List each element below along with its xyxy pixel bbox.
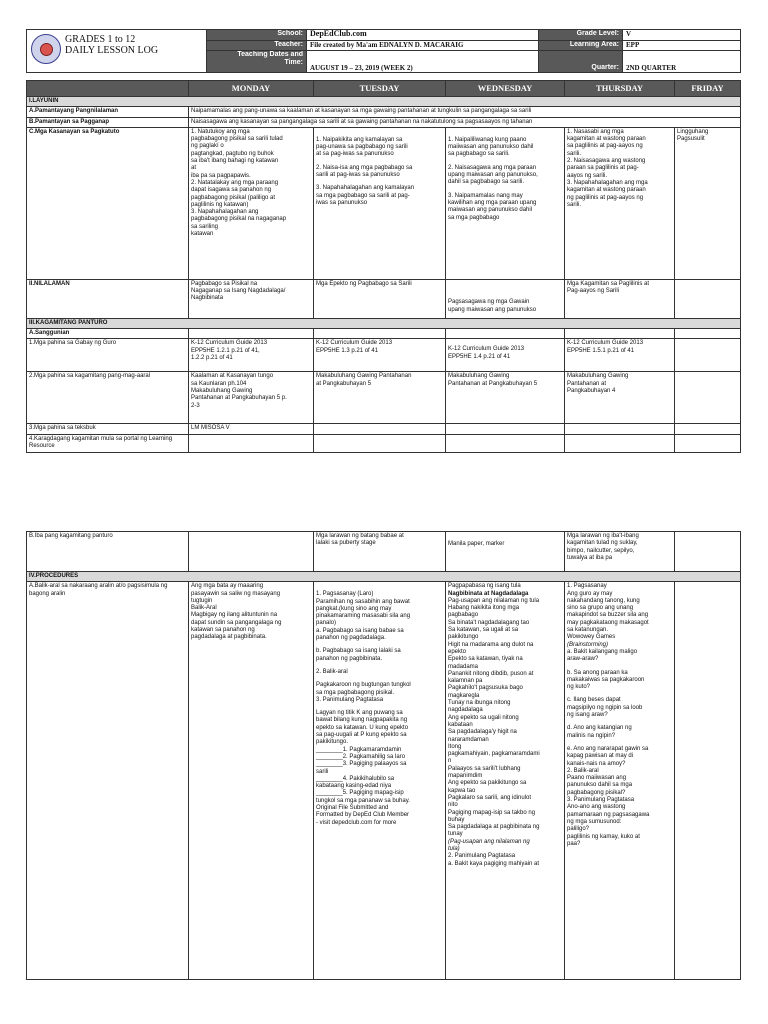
cell-line: pagbabagong pisikal?	[567, 789, 626, 796]
cell-line: Mga Kagamitan sa Paglilinis at	[567, 280, 650, 287]
cell-line: Pangkabuhayan 4	[567, 388, 616, 395]
cell-line: ng kuto?	[567, 684, 591, 691]
gabay-guro-row	[27, 339, 741, 372]
teksbuk-wednesday	[446, 424, 565, 434]
kasanayan-wednesday	[446, 127, 565, 279]
balik-aral-monday	[189, 582, 314, 980]
pamantayan-sa-pagganap-text: Naisasagawa ang kasanayan sa pangangalaga sa sarili at sa gawaing pantahanan na nakatutulong sa pagsasaayos ng tahanan	[189, 117, 741, 127]
cell-line: makapindot sa buzzer sila ang	[567, 612, 649, 619]
cell-line: sa mga pagbabago sa sarili at pag-	[316, 192, 410, 199]
cell-line: Itong	[448, 743, 462, 750]
pamantayang-pangnilalaman-text: Naipamamalas ang pang-unawa sa kaalaman at kasanayan sa mga gawaing pantahanan at tungkulin sa pangangalaga sa sarili	[189, 107, 741, 117]
cell-line: sa Kaunlaran ph.104	[191, 380, 247, 387]
cell-line: araw-araw?	[567, 656, 599, 663]
karagdagang-label: 4.Karagdagang kagamitan mula sa portal ng Learning Resource	[27, 434, 189, 452]
karagdagang-row	[27, 434, 741, 452]
balik-aral-thursday	[565, 582, 675, 980]
cell-line: madadama	[448, 663, 479, 670]
cell-line: sa mga pagbabagong pisikal.	[316, 689, 395, 696]
teacher-value: File created by Ma'am EDNALYN D. MACARAIG	[307, 41, 539, 51]
cell-line: Ang epekto sa pakikitungo sa	[448, 780, 527, 787]
cell-line: 1.2.2 p.21 of 41	[191, 355, 233, 362]
cell-line: pagtangkad, pagtubo ng buhok	[191, 150, 274, 157]
cell-line: 2. Naisasagawa ang mga paraan	[448, 164, 537, 171]
cell-line: ________2. Pagkamahilig sa laro	[316, 753, 406, 760]
gabay-guro-monday	[189, 339, 314, 372]
teksbuk-friday	[675, 424, 741, 434]
cell-line: pangkat.(kung sino ang may	[316, 605, 392, 612]
cell-line: Palaayos sa sarili't lubhang	[448, 765, 521, 772]
cell-line: 1. Pagsasanay	[567, 583, 607, 590]
cell-line: pinakamaraming masasabi sila ang	[316, 613, 411, 620]
header-block	[26, 29, 740, 72]
day-header-tuesday: TUESDAY	[314, 81, 446, 97]
cell-line: panunukso dahil sa mga	[567, 782, 633, 789]
cell-line: b. Pagbabago sa isang lalaki sa	[316, 648, 401, 655]
iba-pang-monday	[189, 532, 314, 572]
nilalaman-thursday	[565, 279, 675, 318]
cell-line: Paramihan ng sasabihin ang bawat	[316, 598, 410, 605]
cell-line: - visit depedclub.com for more	[316, 819, 397, 826]
kasanayan-monday	[189, 127, 314, 279]
cell-line: mapanimdim	[448, 773, 483, 780]
cell-line: sarili.	[567, 150, 582, 157]
nilalaman-label: II.NILALAMAN	[27, 279, 189, 318]
cell-line: Panankit nitong dibdib, puson at	[448, 670, 534, 677]
cell-line: kabataang kasing-edad niya	[316, 783, 392, 790]
cell-line: K-12 Curriculum Guide 2013	[567, 340, 644, 347]
cell-line: iba pa sa pagpapawis.	[191, 172, 251, 179]
teacher-label: Teacher:	[207, 41, 307, 51]
cell-line: Nagbibinata	[191, 295, 224, 302]
iba-pang-thursday	[565, 532, 675, 572]
header-table	[26, 29, 741, 73]
kagamitang-mag-aaral-wednesday	[446, 372, 565, 424]
cell-line: EPP5HE 1.3 p.21 of 41	[316, 347, 379, 354]
cell-line: Pagpapabasa ng isang tula	[448, 583, 521, 590]
cell-line: Mga larawan ng iba't-ibang	[567, 533, 639, 539]
cell-line: paraan sa paglilinis at pag-	[567, 165, 639, 172]
cell-line: 2. Balik-aral	[567, 767, 599, 774]
cell-line: ________5. Pagiging mapag-isip	[316, 790, 404, 797]
cell-line: kanais-nais na amoy?	[567, 760, 626, 767]
cell-line: pagbabago	[448, 612, 479, 619]
kagamitang-mag-aaral-thursday	[565, 372, 675, 424]
cell-line: Habang nakikita itong mga	[448, 605, 520, 612]
cell-line: Pag-aayos ng Sarili	[567, 288, 620, 295]
teksbuk-thursday	[565, 424, 675, 434]
cell-line: sarili at pag-iwas sa panunukso	[316, 172, 400, 179]
day-header-wednesday: WEDNESDAY	[446, 81, 565, 97]
lesson-table-top	[26, 80, 741, 453]
balik-aral-tuesday	[314, 582, 446, 980]
kagamitang-mag-aaral-row	[27, 372, 741, 424]
cell-line: 2. Natatalakay ang mga paraang	[191, 179, 279, 186]
karagdagang-thursday	[565, 434, 675, 452]
cell-line: Epekto sa katawan, tiyak na	[448, 656, 523, 663]
cell-line: 2. Naisasagawa ang wastong	[567, 158, 646, 165]
cell-line: Pantahanan at Pangkabuhayan 5	[448, 380, 538, 387]
cell-line: Lagyan ng titik K ang puwang sa	[316, 710, 403, 717]
cell-line: epekto sa katawan. U kung epekto	[316, 724, 409, 731]
cell-line: buhay	[448, 816, 465, 823]
cell-line: panalo)	[316, 620, 337, 627]
cell-line: 1. Naipaliliwanag kung paano	[448, 136, 527, 143]
cell-line: bawat bilang kung nagpapakita ng	[316, 717, 408, 724]
cell-line: sarili.	[567, 201, 582, 208]
cell-line: tuwalya at iba pa	[567, 554, 613, 561]
cell-line: Balik-Aral	[191, 605, 217, 612]
cell-line: ________4. Pakikihalubilo sa	[316, 775, 395, 782]
cell-line: pakikitungo	[448, 634, 479, 641]
cell-line: b. Sa anong paraan ka	[567, 669, 628, 676]
cell-line: lalaki sa puberty stage	[316, 540, 376, 547]
cell-line: 2. Panimulang Pagtatasa	[448, 853, 516, 860]
cell-line: magkaregla	[448, 692, 480, 699]
sanggunian-wednesday	[446, 329, 565, 339]
cell-line: makakaiwas sa pagkakaroon	[567, 676, 645, 683]
iba-pang-row	[27, 532, 741, 572]
cell-line: nakahandang tanong, kung	[567, 597, 640, 604]
cell-line: paglilinis ng katawan)	[191, 201, 249, 208]
day-header-row	[27, 81, 741, 97]
teksbuk-label: 3.Mga pahina sa teksbuk	[27, 424, 189, 434]
cell-line: epekto	[448, 648, 467, 655]
pamantayang-pangnilalaman-label: A.Pamantayang Pangnilalaman	[27, 107, 189, 117]
cell-line: ng paglakí o	[191, 143, 224, 150]
cell-line: Wowowey Games	[567, 634, 616, 641]
cell-line: Pagkakaroon ng bugtungan tungkol	[316, 682, 411, 689]
sanggunian-thursday	[565, 329, 675, 339]
cell-line: Pagbabago sa Pisikal na	[191, 280, 258, 287]
cell-line: kagamitan at wastong paraan	[567, 187, 646, 194]
cell-line: K-12 Curriculum Guide 2013	[316, 340, 393, 347]
kasanayan-row	[27, 127, 741, 279]
cell-line: paliligo?	[567, 826, 590, 833]
cell-line: Higit na madarama ang dulot na	[448, 641, 534, 648]
teaching-dates-value: AUGUST 19 – 23, 2019 (WEEK 2)	[307, 51, 539, 73]
cell-line: 3. Napahahalagahan ang	[191, 209, 259, 216]
cell-line: sino sa grupo ang unang	[567, 605, 634, 612]
cell-line: may pagkakataong makasagot	[567, 619, 649, 626]
cell-line: ng isang araw?	[567, 712, 608, 719]
cell-line: pagdadalaga at pagbibinata.	[191, 634, 267, 641]
cell-line: (Brainstorming)	[567, 641, 609, 648]
balik-aral-label: A.Balik-aral sa nakaraang aralin at/o pagsisimula ng bagong aralin	[27, 582, 189, 980]
header-title: GRADES 1 to 12 DAILY LESSON LOG	[65, 34, 159, 56]
lesson-table-bottom	[26, 531, 741, 980]
cell-line: 1. Pagsasanay (Laro)	[316, 591, 374, 598]
kagamitang-mag-aaral-friday	[675, 372, 741, 424]
cell-line: Makabuluhang Gawing	[191, 388, 253, 395]
cell-line: Pagkahilo't pagsusuka bago	[448, 685, 523, 692]
cell-line: Ang mga bata ay maaaring	[191, 583, 264, 590]
cell-line: Sa pagdadalaga at pagbibinata ng	[448, 824, 540, 831]
cell-line: tungkol sa mga pananaw sa buhay.	[316, 797, 410, 804]
karagdagang-wednesday	[446, 434, 565, 452]
cell-line: upang maiwasan ang panunukso	[448, 306, 537, 313]
cell-line: Original File Submitted and	[316, 805, 389, 812]
cell-line: EPP5HE 1.2.1 p.21 of 41,	[191, 347, 260, 354]
cell-line: nararamdaman	[448, 736, 489, 743]
balik-aral-wednesday	[446, 582, 565, 980]
cell-line: kagamitan tulad ng suklay,	[567, 540, 638, 547]
day-header-friday: FRIDAY	[675, 81, 741, 97]
cell-line: Mga larawan ng batang babae at	[316, 533, 404, 539]
sanggunian-row	[27, 329, 741, 339]
school-label: School:	[207, 30, 307, 41]
nilalaman-friday	[675, 279, 741, 318]
cell-line: Ang guro ay may	[567, 590, 613, 597]
cell-line: at sa pag-iwas sa panunukso	[316, 151, 394, 158]
cell-line: Pagkalaro sa sarili, ang idinulot	[448, 794, 532, 801]
cell-line: panahon ng pagbibinata.	[316, 655, 383, 662]
kagamitang-mag-aaral-tuesday	[314, 372, 446, 424]
cell-line: sa katanungan.	[567, 627, 609, 634]
cell-line: Sa binata't nagdadalagang tao	[448, 619, 530, 626]
kasanayan-tuesday	[314, 127, 446, 279]
gabay-guro-friday	[675, 339, 741, 372]
cell-line: pag-unawa sa pagbabago ng sarili	[316, 144, 408, 151]
cell-line: tunay	[448, 831, 463, 838]
cell-line: sarili	[316, 768, 329, 775]
cell-line: pagbabagong pisikal (paliligo at	[191, 194, 276, 201]
cell-line: at Pangkabuhayan 5	[316, 380, 372, 387]
cell-line: kalamnan pa	[448, 678, 483, 685]
cell-line: Lingguhang	[677, 128, 709, 135]
deped-seal-icon	[31, 34, 61, 64]
cell-line: iwas sa panunukso	[316, 199, 368, 206]
cell-line: ng mga sumusunod:	[567, 818, 622, 825]
cell-line: Makabuluhang Gawing	[567, 373, 629, 380]
cell-line: a. Bakit kaya pagiging mahiyain at	[448, 860, 540, 867]
cell-line: EPP5HE 1.4 p.21 of 41	[448, 353, 511, 360]
cell-line: Sa pagdadalaga'y higit na	[448, 729, 517, 736]
learning-area-label: Learning Area:	[539, 41, 623, 51]
cell-line: malinis na ngipin?	[567, 732, 616, 739]
cell-line: Ang epekto sa ugali nitong	[448, 714, 519, 721]
cell-line: Formatted by DepEd Club Member	[316, 812, 410, 819]
cell-line: Tunay na ibunga nitong	[448, 700, 511, 707]
cell-line: K-12 Curriculum Guide 2013	[448, 346, 525, 353]
sanggunian-label: A.Sanggunian	[27, 329, 189, 339]
karagdagang-tuesday	[314, 434, 446, 452]
cell-line: Magbigay ng ilang alituntunin na	[191, 612, 278, 619]
gabay-guro-wednesday	[446, 339, 565, 372]
iba-pang-wednesday: Manila paper, marker	[446, 532, 565, 572]
teksbuk-tuesday	[314, 424, 446, 434]
iba-pang-friday	[675, 532, 741, 572]
cell-line: kapag pawisan at may di	[567, 753, 634, 760]
sanggunian-friday	[675, 329, 741, 339]
section-procedures: IV.PROCEDURES	[27, 572, 741, 582]
cell-line: kawilihan ang mga paraan upang	[448, 199, 537, 206]
pamantayang-pangnilalaman-row	[27, 107, 741, 117]
cell-line: 1. Nasasabi ang mga	[567, 128, 624, 135]
cell-line: pagbabagong pisikal sa sarili tulad	[191, 136, 283, 143]
cell-line: nito	[448, 802, 458, 809]
section-kagamitang-row	[27, 318, 741, 328]
cell-line: sa pag-uugali at P kung epekto sa	[316, 732, 407, 739]
cell-line: Makabuluhang Gawing	[448, 373, 510, 380]
balik-aral-row	[27, 582, 741, 980]
cell-line: kagamitan at wastong paraan	[567, 136, 646, 143]
cell-line: paa?	[567, 840, 581, 847]
cell-line: sa iba't ibang bahagi ng katawan	[191, 158, 279, 165]
cell-line: Pagiging mapag-isip sa takbo ng	[448, 809, 536, 816]
day-header-blank	[27, 81, 189, 97]
cell-line: maiiwasan ang panunukso dahil	[448, 144, 534, 151]
cell-line: pasayawin sa saliw ng masayang	[191, 590, 281, 597]
iba-pang-tuesday	[314, 532, 446, 572]
section-layunin: I.LAYUNIN	[27, 97, 741, 107]
cell-line: Pantahanan at	[567, 380, 607, 387]
cell-line: a. Bakit kailangang maligo	[567, 648, 638, 655]
cell-line: 3. Panimulang Pagtatasa	[316, 696, 384, 703]
nilalaman-row	[27, 279, 741, 318]
cell-line: katawan sa panahon ng	[191, 627, 255, 634]
nilalaman-monday	[189, 279, 314, 318]
cell-line: 3. Napahahalagahan ang mga	[567, 179, 648, 186]
cell-line: pagbabagong pisikal na nagaganap	[191, 216, 287, 223]
cell-line: d. Ano ang katangian ng	[567, 725, 632, 732]
pamantayan-sa-pagganap-row	[27, 117, 741, 127]
iba-pang-label: B.Iba pang kagamitang panturo	[27, 532, 189, 572]
day-header-thursday: THURSDAY	[565, 81, 675, 97]
cell-line: Pagsusulit	[677, 136, 705, 143]
cell-line: ng paglilinis at pag-aayos ng	[567, 194, 644, 201]
section-kagamitang-panturo: III.KAGAMITANG PANTURO	[27, 318, 741, 328]
cell-line: kapwa tao	[448, 787, 476, 794]
cell-line: bimpo, nailcutter, sepilyo,	[567, 547, 635, 554]
cell-line: tula)	[448, 845, 460, 852]
sanggunian-tuesday	[314, 329, 446, 339]
cell-line: Ano-ano ang wastong	[567, 804, 626, 811]
cell-line: 1. Naipakikita ang kamalayan sa	[316, 136, 403, 143]
cell-line: a. Pagbabago sa isang babae sa	[316, 627, 404, 634]
gabay-guro-thursday	[565, 339, 675, 372]
cell-line: EPP5HE 1.5.1 p.21 of 41	[567, 347, 635, 354]
cell-line: 3. Panimulang Pagtatasa	[567, 797, 635, 804]
cell-line: Nagaganap sa Isang Nagdadalaga/	[191, 288, 286, 295]
cell-line: sa paglilinis at pag-aayos ng	[567, 143, 643, 150]
day-header-monday: MONDAY	[189, 81, 314, 97]
cell-line: at	[191, 165, 197, 172]
quarter-label: Quarter:	[539, 51, 623, 73]
cell-line: 2-3	[191, 402, 200, 409]
kasanayan-label: C.Mga Kasanayan sa Pagkatuto	[27, 127, 189, 279]
grade-level-value: V	[623, 30, 741, 41]
cell-line: Kaalaman at Kasanayan tungo	[191, 373, 274, 380]
cell-line: n	[448, 758, 452, 765]
grade-level-label: Grade Level:	[539, 30, 623, 41]
section-procedures-row	[27, 572, 741, 582]
cell-line: aayos ng sarili.	[567, 172, 608, 179]
cell-line: 2. Naisa-isa ang mga pagbabago sa	[316, 164, 413, 171]
learning-area-value: EPP	[623, 41, 741, 51]
teksbuk-monday: LM MISOSA V	[189, 424, 314, 434]
cell-line: paglilinis ng kamay, kuko at	[567, 833, 640, 840]
kagamitang-mag-aaral-monday	[189, 372, 314, 424]
cell-line: kabataan	[448, 721, 473, 728]
karagdagang-monday	[189, 434, 314, 452]
quarter-value: 2ND QUARTER	[623, 51, 741, 73]
cell-line: upang maiwasan ang panunukso,	[448, 172, 538, 179]
cell-line: sa sariling	[191, 223, 219, 230]
cell-line: Paano maiiwasan ang	[567, 775, 627, 782]
school-value: DepEdClub.com	[307, 30, 539, 41]
cell-line: 3. Napahahalagahan ang kamalayan	[316, 185, 415, 192]
cell-line: Sa katawan, sa ugali at sa	[448, 627, 519, 634]
teksbuk-row	[27, 424, 741, 434]
cell-line: panahon ng pagdadalaga.	[316, 635, 386, 642]
cell-line: Pagsasagawa ng mga Gawain	[448, 299, 530, 306]
balik-aral-friday	[675, 582, 741, 980]
cell-line: Makabuluhang Gawing Pantahanan	[316, 373, 412, 380]
cell-line: c. Ilang beses dapat	[567, 697, 621, 704]
cell-line: pagkamahiyain, pagkamaramdami	[448, 751, 540, 758]
cell-line: 2. Balik-aral	[316, 668, 348, 675]
teaching-dates-label: Teaching Dates and Time:	[207, 51, 307, 73]
gabay-guro-tuesday	[314, 339, 446, 372]
cell-line: dahil sa pagbabago sa sarili.	[448, 179, 525, 186]
kasanayan-friday	[675, 127, 741, 279]
cell-line: Nagbibinata at Nagdadalaga	[448, 590, 529, 597]
cell-line: tugtugin	[191, 597, 213, 604]
kasanayan-thursday	[565, 127, 675, 279]
cell-line: e. Ano ang nararapat gawin sa	[567, 745, 649, 752]
sanggunian-monday	[189, 329, 314, 339]
cell-line: K-12 Curriculum Guide 2013	[191, 340, 268, 347]
header-logo-cell	[27, 30, 207, 73]
cell-line: pamamaraan ng pagsasagawa	[567, 811, 650, 818]
cell-line: sa mga pagbabago	[448, 214, 500, 221]
cell-line: dapat sundin sa pangangalaga ng	[191, 619, 282, 626]
nilalaman-tuesday: Mga Epekto ng Pagbabago sa Sarili	[314, 279, 446, 318]
cell-line: pakikitungo.	[316, 739, 349, 746]
cell-line: Pag-usapan ang nilalaman ng tula	[448, 597, 540, 604]
cell-line: dapat isagawa sa panahon ng	[191, 187, 272, 194]
cell-line: katawan	[191, 231, 214, 238]
kagamitang-mag-aaral-label: 2.Mga pahina sa kagamitang pang-mag-aaral	[27, 372, 189, 424]
cell-line: sa pagbabago sa sarili.	[448, 151, 510, 158]
pamantayan-sa-pagganap-label: B.Pamantayan sa Pagganap	[27, 117, 189, 127]
cell-line: Pantahanan at Pangkabuhayan 5 p.	[191, 395, 287, 402]
karagdagang-friday	[675, 434, 741, 452]
cell-line: 1. Natutukoy ang mga	[191, 128, 250, 135]
cell-line: nagdadalaga	[448, 707, 483, 714]
gabay-guro-label: 1.Mga pahina sa Gabay ng Guro	[27, 339, 189, 372]
nilalaman-wednesday	[446, 279, 565, 318]
section-layunin-row	[27, 97, 741, 107]
cell-line: 3. Naipamamalas nang may	[448, 192, 523, 199]
cell-line: ________3. Pagiging palaayos sa	[316, 761, 407, 768]
cell-line: maiwasan ang panunukso dahil	[448, 207, 533, 214]
cell-line: magsipilyo ng ngipin sa loob	[567, 704, 643, 711]
cell-line: (Pag-usapan ang nilalaman ng	[448, 838, 530, 845]
cell-line: ________1. Pagkamaramdamin	[316, 746, 402, 753]
